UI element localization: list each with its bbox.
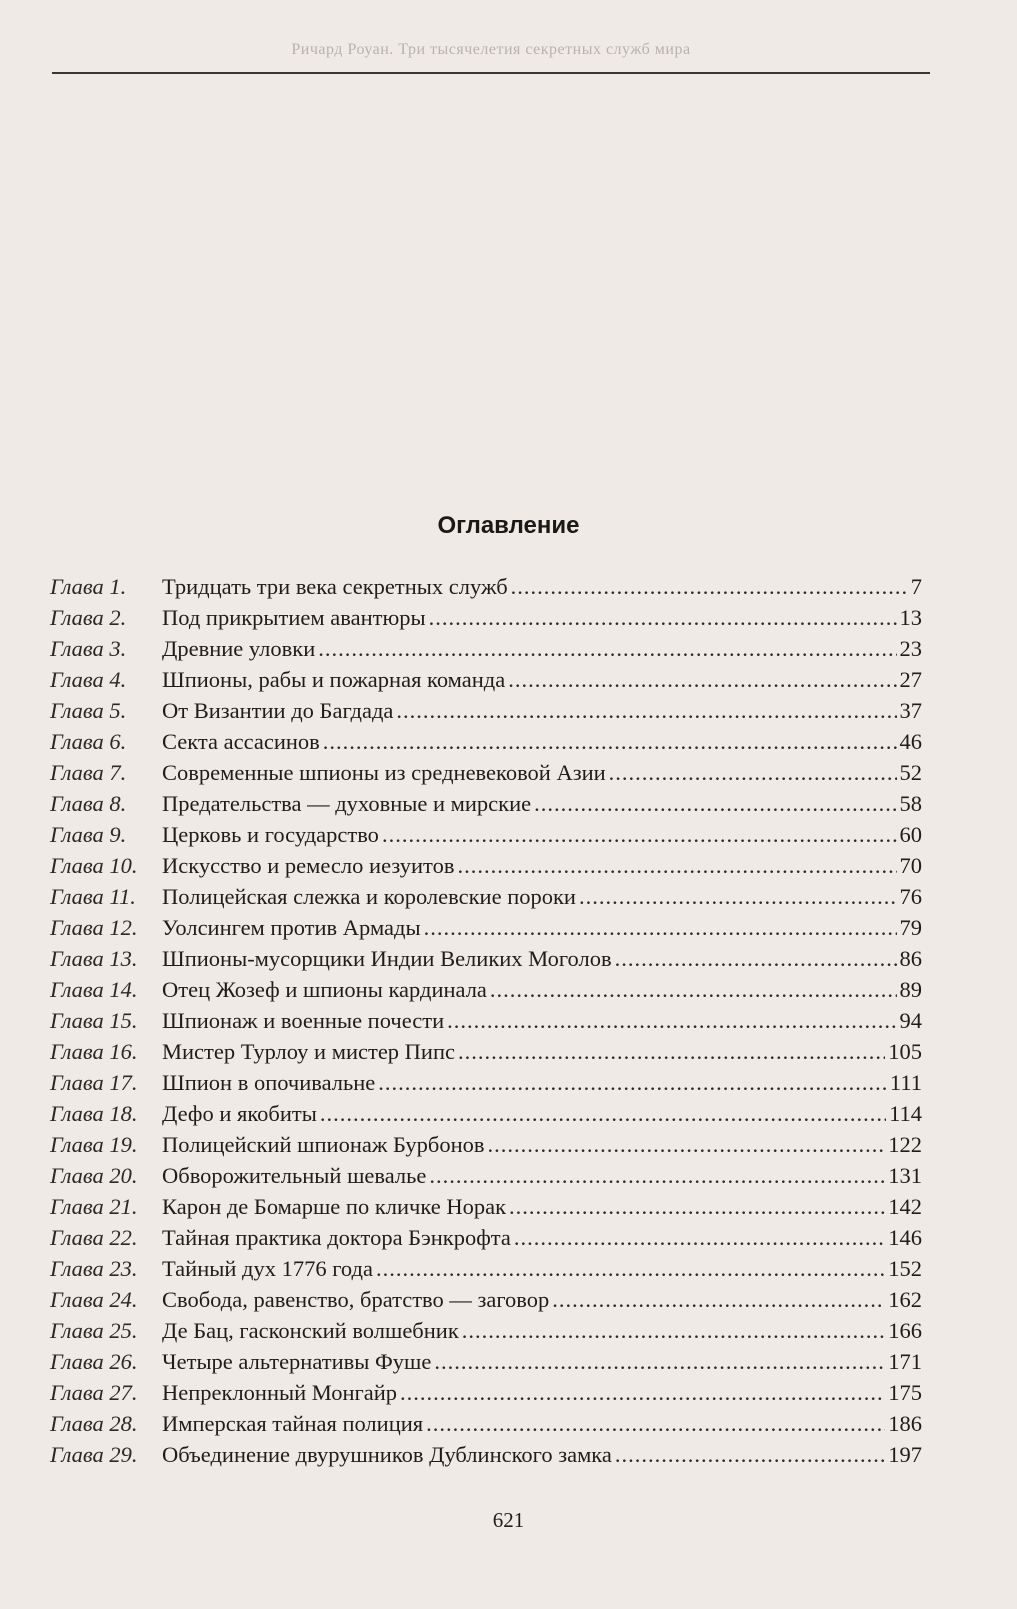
toc-chapter-title: Уолсингем против Армады xyxy=(162,915,421,940)
toc-chapter-title: Древние уловки xyxy=(162,636,316,661)
toc-page-number: 111 xyxy=(889,1070,922,1095)
toc-chapter-title: Де Бац, гасконский волшебник xyxy=(162,1318,459,1343)
toc-leader-dots xyxy=(514,1222,885,1253)
toc-leader-dots xyxy=(396,695,896,726)
toc-chapter-title: Шпионаж и военные почести xyxy=(162,1008,445,1033)
toc-entry xyxy=(50,602,922,633)
toc-entry xyxy=(50,943,922,974)
toc-chapter-title: Шпионы, рабы и пожарная команда xyxy=(162,667,506,692)
toc-chapter-title: Четыре альтернативы Фуше xyxy=(162,1349,432,1374)
toc-chapter-title: Тайный дух 1776 года xyxy=(162,1256,373,1281)
toc-chapter-title: Шпионы-мусорщики Индии Великих Моголов xyxy=(162,946,612,971)
toc-page-number: 146 xyxy=(888,1225,922,1250)
page-title: Оглавление xyxy=(437,512,580,539)
toc-leader-dots xyxy=(458,1036,885,1067)
toc-page-number: 70 xyxy=(899,853,922,878)
toc-chapter-label: Глава 23. xyxy=(50,1256,138,1281)
toc-entry xyxy=(50,1098,922,1129)
toc-entry xyxy=(50,1253,922,1284)
toc-entry xyxy=(50,1005,922,1036)
toc-entry xyxy=(50,633,922,664)
toc-page-number: 79 xyxy=(899,915,922,940)
toc-leader-dots xyxy=(426,1408,885,1439)
toc-chapter-label: Глава 18. xyxy=(50,1101,138,1126)
toc-leader-dots xyxy=(490,974,897,1005)
toc-page-number: 13 xyxy=(899,605,922,630)
toc-entry xyxy=(50,1408,922,1439)
toc-entry xyxy=(50,850,922,881)
toc-leader-dots xyxy=(376,1253,885,1284)
toc-chapter-title: Предательства — духовные и мирские xyxy=(162,791,532,816)
toc-chapter-title: Секта ассасинов xyxy=(162,729,320,754)
toc-leader-dots xyxy=(552,1284,885,1315)
toc-chapter-label: Глава 28. xyxy=(50,1411,138,1436)
toc-page-number: 46 xyxy=(899,729,922,754)
toc-leader-dots xyxy=(615,1439,885,1470)
toc-leader-dots xyxy=(511,571,908,602)
toc-chapter-label: Глава 27. xyxy=(50,1380,138,1405)
toc-leader-dots xyxy=(429,602,897,633)
toc-leader-dots xyxy=(323,726,897,757)
toc-entry xyxy=(50,1315,922,1346)
toc-chapter-title: Объединение двурушников Дублинского замка xyxy=(162,1442,612,1467)
toc-chapter-label: Глава 9. xyxy=(50,822,127,847)
toc-chapter-label: Глава 20. xyxy=(50,1163,138,1188)
toc-entry xyxy=(50,819,922,850)
toc-page-number: 114 xyxy=(889,1101,922,1126)
toc-page-number: 152 xyxy=(888,1256,922,1281)
toc-chapter-label: Глава 16. xyxy=(50,1039,138,1064)
toc-entry xyxy=(50,1129,922,1160)
toc-chapter-label: Глава 14. xyxy=(50,977,138,1002)
toc-chapter-label: Глава 11. xyxy=(50,884,136,909)
toc-chapter-label: Глава 7. xyxy=(50,760,127,785)
toc-page-number: 27 xyxy=(899,667,922,692)
toc-entry xyxy=(50,726,922,757)
toc-chapter-title: Дефо и якобиты xyxy=(162,1101,317,1126)
toc-chapter-title: Тридцать три века секретных служб xyxy=(162,574,508,599)
toc-entry xyxy=(50,664,922,695)
toc-entry xyxy=(50,757,922,788)
running-header xyxy=(52,28,930,74)
toc-chapter-title: От Византии до Багдада xyxy=(162,698,394,723)
toc-chapter-label: Глава 15. xyxy=(50,1008,138,1033)
toc-leader-dots xyxy=(400,1377,885,1408)
toc-page-number: 197 xyxy=(888,1442,922,1467)
toc-entry xyxy=(50,1191,922,1222)
toc-entry xyxy=(50,1439,922,1470)
toc-chapter-label: Глава 6. xyxy=(50,729,127,754)
toc-page-number: 166 xyxy=(888,1318,922,1343)
toc-chapter-title: Мистер Турлоу и мистер Пипс xyxy=(162,1039,455,1064)
toc-leader-dots xyxy=(609,757,897,788)
toc-page-number: 60 xyxy=(899,822,922,847)
toc-chapter-title: Тайная практика доктора Бэнкрофта xyxy=(162,1225,511,1250)
toc-chapter-label: Глава 19. xyxy=(50,1132,138,1157)
toc-leader-dots xyxy=(615,943,897,974)
toc-chapter-title: Карон де Бомарше по кличке Норак xyxy=(162,1194,507,1219)
toc-page-number: 94 xyxy=(899,1008,922,1033)
toc-chapter-label: Глава 10. xyxy=(50,853,138,878)
toc-chapter-label: Глава 29. xyxy=(50,1442,138,1467)
toc-leader-dots xyxy=(462,1315,885,1346)
toc-leader-dots xyxy=(382,819,897,850)
toc-entry xyxy=(50,571,922,602)
toc-leader-dots xyxy=(320,1098,886,1129)
toc-leader-dots xyxy=(534,788,896,819)
toc-leader-dots xyxy=(508,664,896,695)
toc-page-number: 23 xyxy=(899,636,922,661)
toc-chapter-label: Глава 4. xyxy=(50,667,127,692)
toc-chapter-label: Глава 12. xyxy=(50,915,138,940)
toc-chapter-label: Глава 26. xyxy=(50,1349,138,1374)
toc-entry xyxy=(50,1160,922,1191)
toc-chapter-title: Шпион в опочивальне xyxy=(162,1070,376,1095)
toc-chapter-label: Глава 5. xyxy=(50,698,127,723)
toc-page-number: 52 xyxy=(899,760,922,785)
toc-entry xyxy=(50,788,922,819)
toc-leader-dots xyxy=(424,912,897,943)
toc-chapter-title: Полицейский шпионаж Бурбонов xyxy=(162,1132,485,1157)
toc-chapter-title: Имперская тайная полиция xyxy=(162,1411,424,1436)
toc-entry xyxy=(50,1067,922,1098)
toc-page-number: 58 xyxy=(899,791,922,816)
toc-chapter-label: Глава 17. xyxy=(50,1070,138,1095)
toc-entry xyxy=(50,912,922,943)
toc-leader-dots xyxy=(434,1346,885,1377)
toc-chapter-title: Церковь и государство xyxy=(162,822,379,847)
toc-page-number: 186 xyxy=(888,1411,922,1436)
toc-leader-dots xyxy=(318,633,896,664)
toc-page-number: 86 xyxy=(899,946,922,971)
toc-chapter-title: Под прикрытием авантюры xyxy=(162,605,426,630)
toc-entry xyxy=(50,1036,922,1067)
toc-page-number: 131 xyxy=(888,1163,922,1188)
toc-chapter-label: Глава 21. xyxy=(50,1194,138,1219)
toc-chapter-title: Непреклонный Монгайр xyxy=(162,1380,398,1405)
toc-page-number: 37 xyxy=(899,698,922,723)
page-number: 621 xyxy=(492,1508,525,1532)
toc-chapter-title: Современные шпионы из средневековой Азии xyxy=(162,760,606,785)
toc-chapter-label: Глава 13. xyxy=(50,946,138,971)
toc-entry xyxy=(50,881,922,912)
toc-page-number: 76 xyxy=(899,884,922,909)
toc-entry xyxy=(50,1346,922,1377)
toc-chapter-title: Отец Жозеф и шпионы кардинала xyxy=(162,977,487,1002)
toc-chapter-label: Глава 24. xyxy=(50,1287,138,1312)
running-title: Ричард Роуан. Три тысячелетия секретных служб мира xyxy=(291,41,691,58)
toc-page-number: 122 xyxy=(888,1132,922,1157)
toc-leader-dots xyxy=(429,1160,885,1191)
toc-entry xyxy=(50,1222,922,1253)
toc-leader-dots xyxy=(579,881,897,912)
toc-page-number: 7 xyxy=(910,574,922,599)
toc-chapter-title: Обворожительный шевалье xyxy=(162,1163,427,1188)
toc-page-number: 142 xyxy=(888,1194,922,1219)
toc-entry xyxy=(50,1377,922,1408)
toc-leader-dots xyxy=(457,850,896,881)
toc-leader-dots xyxy=(488,1129,886,1160)
toc-leader-dots xyxy=(509,1191,885,1222)
toc-chapter-title: Искусство и ремесло иезуитов xyxy=(162,853,455,878)
table-of-contents xyxy=(50,571,922,1470)
toc-page-number: 162 xyxy=(888,1287,922,1312)
toc-chapter-label: Глава 25. xyxy=(50,1318,138,1343)
toc-entry xyxy=(50,695,922,726)
toc-entry xyxy=(50,1284,922,1315)
toc-chapter-label: Глава 3. xyxy=(50,636,127,661)
toc-page-number: 89 xyxy=(899,977,922,1002)
toc-chapter-label: Глава 8. xyxy=(50,791,127,816)
toc-entry xyxy=(50,974,922,1005)
toc-chapter-title: Свобода, равенство, братство — заговор xyxy=(162,1287,550,1312)
toc-page-number: 171 xyxy=(888,1349,922,1374)
toc-page-number: 105 xyxy=(888,1039,922,1064)
toc-chapter-label: Глава 2. xyxy=(50,605,127,630)
toc-chapter-label: Глава 22. xyxy=(50,1225,138,1250)
toc-chapter-title: Полицейская слежка и королевские пороки xyxy=(162,884,576,909)
toc-page-number: 175 xyxy=(888,1380,922,1405)
toc-chapter-label: Глава 1. xyxy=(50,574,127,599)
toc-leader-dots xyxy=(378,1067,887,1098)
toc-leader-dots xyxy=(447,1005,896,1036)
